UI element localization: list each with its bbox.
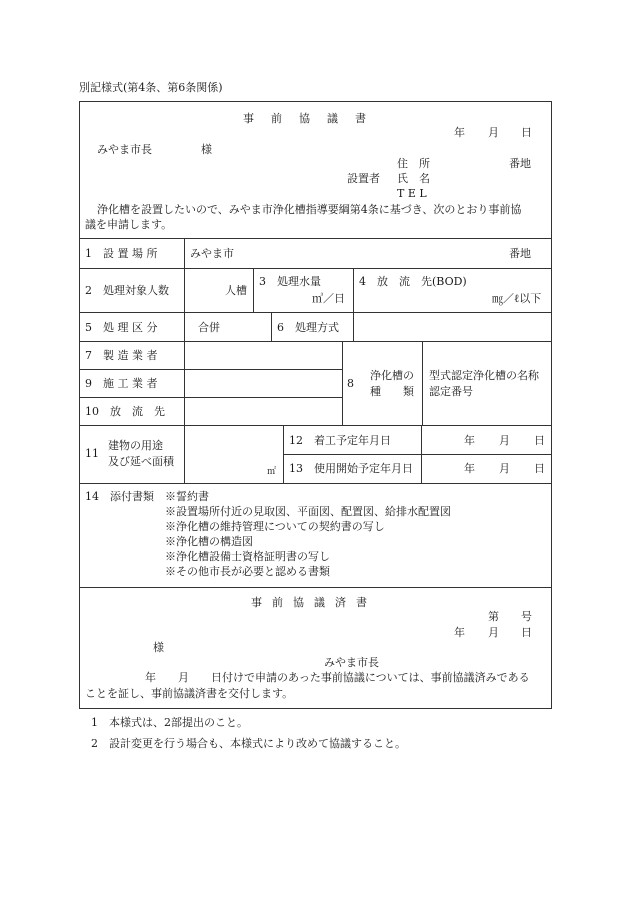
completion-body-line1: 年 月 日付けで申請のあった事前協議については、事前協議済みである [145, 671, 530, 684]
building-use-label-2: 及び延べ面積 [108, 455, 174, 468]
water-volume-unit: ㎥／日 [312, 292, 345, 305]
completion-number-suffix: 号 [521, 610, 532, 623]
tank-type-label-2: 種 類 [370, 385, 414, 398]
start-month-label: 月 [499, 434, 510, 447]
attachment-item: ※浄化槽の維持管理についての契約書の写し [165, 520, 385, 533]
attachment-item: ※浄化槽設備士資格証明書の写し [165, 550, 330, 563]
discharge-bod-label: 4 放 流 先(BOD) [359, 275, 467, 288]
installation-location-label: 1 設 置 場 所 [85, 247, 158, 260]
contractor-label: 9 施 工 業 者 [85, 377, 158, 390]
date-day-label: 日 [521, 126, 532, 139]
name-label: 氏 名 [397, 172, 430, 185]
attachment-item: ※その他市長が必要と認める書類 [165, 565, 330, 578]
date-year-label: 年 [454, 126, 465, 139]
treatment-method-label: 6 処理方式 [277, 321, 339, 334]
date-month-label: 月 [488, 126, 499, 139]
attachment-item: ※誓約書 [165, 490, 209, 503]
form-header-note: 別記様式(第4条、第6条関係) [79, 81, 223, 94]
certification-number-label: 認定番号 [429, 385, 473, 398]
discharge-bod-unit: ㎎／ℓ以下 [492, 292, 542, 305]
installer-label: 設置者 [347, 172, 380, 185]
attachment-item: ※浄化槽の構造図 [165, 535, 253, 548]
tank-type-label-1: 浄化槽の [370, 369, 414, 382]
installation-city: みやま市 [190, 247, 234, 260]
use-year-label: 年 [464, 462, 475, 475]
start-day-label: 日 [534, 434, 545, 447]
capacity-label: 2 処理対象人数 [85, 284, 169, 297]
completion-day-label: 日 [521, 626, 532, 639]
water-volume-label: 3 処理水量 [259, 275, 321, 288]
addressee-honorific: 様 [201, 143, 212, 156]
tank-type-number: 8 [347, 377, 354, 390]
use-month-label: 月 [499, 462, 510, 475]
request-text-line2: 議を申請します。 [85, 218, 173, 231]
address-label: 住 所 [397, 157, 430, 170]
treatment-class-value: 合併 [198, 321, 220, 334]
construction-start-label: 12 着工予定年月日 [289, 434, 391, 447]
footnote: 2 設計変更を行う場合も、本様式により改めて協議すること。 [91, 737, 406, 750]
discharge-dest-label: 10 放 流 先 [85, 405, 165, 418]
start-year-label: 年 [464, 434, 475, 447]
capacity-unit: 人槽 [225, 284, 247, 297]
attachments-label: 14 添付書類 [85, 490, 154, 503]
attachment-item: ※設置場所付近の見取図、平面図、配置図、給排水配置図 [165, 505, 451, 518]
tel-label: T E L [397, 187, 427, 200]
installation-suffix: 番地 [509, 247, 531, 260]
tank-model-name-label: 型式認定浄化槽の名称 [429, 369, 539, 382]
building-use-label-1: 建物の用途 [108, 439, 163, 452]
completion-body-line2: ことを証し、事前協議済書を交付します。 [85, 687, 294, 700]
use-start-label: 13 使用開始予定年月日 [289, 462, 413, 475]
application-title: 事前協議書 [243, 112, 383, 125]
completion-issuer: みやま市長 [324, 656, 379, 669]
building-use-number: 11 [85, 447, 99, 460]
completion-title: 事前協議済書 [251, 596, 377, 609]
manufacturer-label: 7 製 造 業 者 [85, 349, 158, 362]
request-text-line1: 浄化槽を設置したいので、みやま市浄化槽指導要綱第4条に基づき、次のとおり事前協 [97, 203, 522, 216]
addressee: みやま市長 [97, 143, 152, 156]
completion-year-label: 年 [454, 626, 465, 639]
treatment-class-label: 5 処 理 区 分 [85, 321, 158, 334]
floor-area-unit: ㎡ [267, 467, 277, 477]
address-suffix: 番地 [509, 157, 531, 170]
footnote: 1 本様式は、2部提出のこと。 [91, 716, 248, 729]
use-day-label: 日 [534, 462, 545, 475]
completion-number-prefix: 第 [488, 610, 499, 623]
completion-honorific: 様 [153, 641, 164, 654]
completion-month-label: 月 [488, 626, 499, 639]
